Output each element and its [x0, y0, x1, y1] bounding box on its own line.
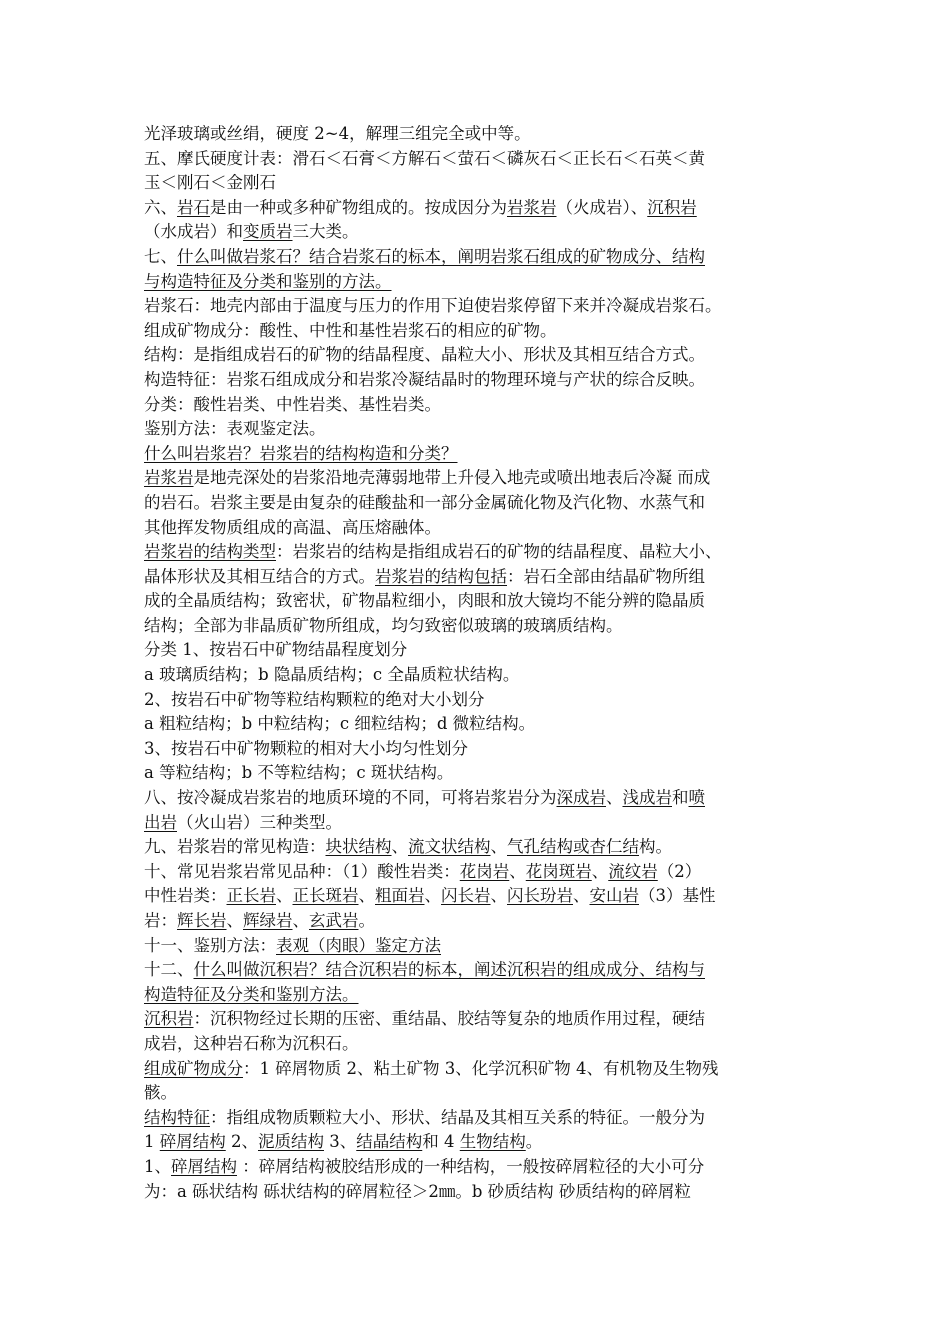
text-span: 的岩石。岩浆主要是由复杂的硅酸盐和一部分金属硫化物及汽化物、水蒸气和: [144, 492, 705, 512]
text-span: ：岩石全部由结晶矿物所组: [507, 566, 705, 586]
underlined-text: 深成岩: [556, 788, 606, 808]
text-span: 1: [144, 1132, 160, 1152]
text-span: 和: [672, 788, 689, 808]
underlined-text: 泥质结构: [258, 1132, 324, 1152]
underlined-text: 块状结构: [325, 837, 392, 857]
text-line: [144, 737, 812, 762]
text-span: 、: [391, 837, 408, 857]
text-line: [144, 835, 812, 860]
underlined-text: 组成矿物成分: [144, 1058, 243, 1078]
text-line: [144, 958, 812, 983]
text-span: （火山岩）三种类型。: [177, 812, 342, 832]
underlined-text: 浅成岩: [622, 788, 672, 808]
text-line: [144, 1007, 812, 1032]
text-line: [144, 688, 812, 713]
text-line: [144, 220, 812, 245]
text-line: [144, 196, 812, 221]
text-line: [144, 983, 812, 1008]
text-line: [144, 638, 812, 663]
text-span: 2、: [225, 1132, 258, 1152]
text-span: 1、: [144, 1156, 171, 1176]
text-span: 构。: [639, 837, 672, 857]
text-span: 岩：: [144, 911, 177, 930]
text-span: 。: [525, 1132, 543, 1152]
underlined-text: 正长岩: [226, 886, 276, 906]
underlined-text: 玄武岩: [309, 911, 359, 930]
text-span: 分类：酸性岩类、中性岩类、基性岩类。: [144, 394, 441, 414]
underlined-text: 岩浆岩的结构包括: [375, 566, 507, 586]
underlined-text: 沉积岩: [144, 1009, 194, 1029]
text-line: [144, 860, 812, 885]
text-span: 、: [606, 788, 623, 808]
text-line: [144, 1155, 812, 1180]
text-line: [144, 491, 812, 516]
text-line: [144, 1057, 812, 1082]
text-span: 晶体形状及其相互结合的方式。: [144, 566, 375, 586]
text-span: 七、: [144, 246, 177, 266]
text-span: 是由一种或多种矿物组成的。按成因分为: [210, 197, 507, 217]
underlined-text: 流文状结构: [408, 837, 491, 857]
text-line: [144, 442, 812, 467]
text-span: 组成矿物成分：酸性、中性和基性岩浆石的相应的矿物。: [144, 320, 557, 340]
text-span: （2）: [657, 861, 702, 881]
text-span: ：岩浆岩的结构是指组成岩石的矿物的结晶程度、晶粒大小、: [276, 542, 722, 562]
text-span: 、: [591, 861, 609, 881]
text-span: 分类 1、按岩石中矿物结晶程度划分: [144, 640, 408, 660]
text-span: a 粗粒结构；b 中粒结构；c 细粒结构；d 微粒结构。: [144, 714, 536, 734]
underlined-text: 岩浆岩的结构类型: [144, 542, 276, 562]
underlined-text: 安山岩: [589, 886, 639, 906]
underlined-text: 粗面岩: [375, 886, 425, 906]
text-span: 、: [490, 886, 507, 906]
underlined-text: 结晶结构: [356, 1132, 423, 1152]
underlined-text: 花岗岩: [459, 861, 510, 881]
text-line: [144, 294, 812, 319]
text-line: [144, 1106, 812, 1131]
text-line: [144, 171, 812, 196]
text-span: 鉴别方法：表观鉴定法。: [144, 419, 326, 439]
underlined-text: 沉积岩: [647, 197, 697, 217]
underlined-text: 与构造特征及分类和鉴别的方法。: [144, 271, 392, 291]
text-span: 2、按岩石中矿物等粒结构颗粒的绝对大小划分: [144, 689, 485, 709]
text-span: 八、按冷凝成岩浆岩的地质环境的不同，可将岩浆岩分为: [144, 788, 557, 808]
text-span: 为：a 砾状结构 砾状结构的碎屑粒径＞2㎜。b 砂质结构 砂质结构的碎屑粒: [144, 1181, 691, 1201]
text-line: [144, 811, 812, 836]
text-span: 、: [292, 911, 309, 930]
text-span: （火成岩）、: [556, 197, 648, 217]
text-line: [144, 122, 812, 147]
underlined-text: 表观（肉眼）鉴定方法: [276, 935, 441, 955]
text-span: 、: [424, 886, 441, 906]
underlined-text: 闪长岩: [441, 886, 491, 906]
text-span: 十二、: [144, 960, 194, 980]
text-line: [144, 270, 812, 295]
text-line: [144, 934, 812, 959]
text-span: 五、摩氏硬度计表：滑石＜石膏＜方解石＜萤石＜磷灰石＜正长石＜石英＜黄: [144, 148, 705, 168]
underlined-text: 岩浆岩: [507, 197, 557, 217]
text-span: （水成岩）和: [144, 222, 243, 242]
underlined-text: 什么叫做沉积岩？结合沉积岩的标本，阐述沉积岩的组成成分、结构与: [193, 960, 705, 980]
text-span: 十一、鉴别方法：: [144, 935, 276, 955]
underlined-text: 岩浆岩: [144, 468, 194, 488]
underlined-text: 喷: [688, 788, 705, 808]
underlined-text: 结构特征: [144, 1107, 210, 1127]
text-line: [144, 147, 812, 172]
text-line: [144, 663, 812, 688]
underlined-text: 出岩: [144, 812, 177, 832]
text-span: 、: [226, 911, 243, 930]
text-span: 和 4: [422, 1132, 460, 1152]
text-line: [144, 343, 812, 368]
underlined-text: 花岗斑岩: [525, 861, 592, 881]
text-span: 三大类。: [292, 222, 359, 242]
text-line: [144, 589, 812, 614]
underlined-text: 变质岩: [243, 222, 293, 242]
text-line: [144, 786, 812, 811]
text-span: 光泽玻璃或丝绢，硬度 2~4，解理三组完全或中等。: [144, 124, 531, 143]
underlined-text: 生物结构: [459, 1132, 526, 1152]
text-line: [144, 1081, 812, 1106]
text-span: 六、: [144, 197, 177, 217]
underlined-text: 辉长岩: [177, 911, 227, 930]
text-line: [144, 1180, 812, 1205]
text-line: [144, 712, 812, 737]
text-span: 、: [509, 861, 526, 881]
text-line: [144, 245, 812, 270]
text-line: [144, 761, 812, 786]
text-line: [144, 540, 812, 565]
text-line: [144, 909, 812, 934]
text-span: 其他挥发物质组成的高温、高压熔融体。: [144, 517, 441, 537]
text-span: 十、常见岩浆岩常见品种：（1）酸性岩类：: [144, 861, 460, 881]
text-span: ：沉积物经过长期的压密、重结晶、胶结等复杂的地质作用过程，硬结: [193, 1009, 705, 1029]
text-span: ：碎屑结构被胶结形成的一种结构，一般按碎屑粒径的大小可分: [237, 1156, 705, 1176]
underlined-text: 碎屑结构: [159, 1132, 226, 1152]
text-span: 3、: [324, 1132, 357, 1152]
text-span: 结构：是指组成岩石的矿物的结晶程度、晶粒大小、形状及其相互结合方式。: [144, 345, 705, 365]
text-line: [144, 417, 812, 442]
underlined-text: 什么叫做岩浆石？结合岩浆石的标本，阐明岩浆石组成的矿物成分、结构: [177, 246, 705, 266]
text-span: 。: [358, 911, 375, 930]
text-span: 、: [358, 886, 375, 906]
underlined-text: 辉绿岩: [243, 911, 293, 930]
text-span: 成的全晶质结构；致密状，矿物晶粒细小，肉眼和放大镜均不能分辨的隐晶质: [144, 591, 705, 611]
underlined-text: 岩石: [177, 197, 210, 217]
text-line: [144, 1130, 812, 1155]
text-span: 骸。: [144, 1083, 177, 1103]
text-span: 、: [276, 886, 293, 906]
underlined-text: 什么叫岩浆岩？岩浆岩的结构构造和分类？: [144, 443, 458, 463]
text-span: 中性岩类：: [144, 886, 227, 906]
text-span: 、: [573, 886, 590, 906]
underlined-text: 构造特征及分类和鉴别方法。: [144, 984, 359, 1004]
text-span: a 玻璃质结构；b 隐晶质结构；c 全晶质粒状结构。: [144, 665, 520, 685]
text-span: 结构；全部为非晶质矿物所组成，均匀致密似玻璃的玻璃质结构。: [144, 615, 623, 635]
underlined-text: 碎屑结构: [171, 1156, 237, 1176]
text-line: [144, 565, 812, 590]
text-line: [144, 368, 812, 393]
text-span: 是地壳深处的岩浆沿地壳薄弱地带上升侵入地壳或喷出地表后冷凝 而成: [193, 468, 711, 488]
document-page: [144, 122, 812, 1204]
text-span: （3）基性: [639, 886, 716, 906]
text-span: 玉＜刚石＜金刚石: [144, 173, 276, 193]
text-line: [144, 466, 812, 491]
text-line: [144, 516, 812, 541]
underlined-text: 正长斑岩: [292, 886, 359, 906]
text-line: [144, 614, 812, 639]
text-line: [144, 884, 812, 909]
text-span: 构造特征：岩浆石组成成分和岩浆冷凝结晶时的物理环境与产状的综合反映。: [144, 369, 705, 389]
underlined-text: 闪长玢岩: [507, 886, 573, 906]
text-line: [144, 393, 812, 418]
text-span: ：指组成物质颗粒大小、形状、结晶及其相互关系的特征。一般分为: [210, 1107, 705, 1127]
text-span: ：1 碎屑物质 2、粘土矿物 3、化学沉积矿物 4、有机物及生物残: [243, 1058, 719, 1078]
text-span: a 等粒结构；b 不等粒结构；c 斑状结构。: [144, 763, 454, 783]
text-line: [144, 1032, 812, 1057]
underlined-text: 流纹岩: [608, 861, 658, 881]
text-span: 岩浆石：地壳内部由于温度与压力的作用下迫使岩浆停留下来并冷凝成岩浆石。: [144, 296, 722, 316]
underlined-text: 气孔结构或杏仁结: [507, 837, 639, 857]
text-span: 九、岩浆岩的常见构造：: [144, 837, 326, 857]
text-span: 3、按岩石中矿物颗粒的相对大小均匀性划分: [144, 738, 468, 758]
text-span: 成岩，这种岩石称为沉积石。: [144, 1033, 359, 1053]
text-line: [144, 319, 812, 344]
text-span: 、: [490, 837, 507, 857]
